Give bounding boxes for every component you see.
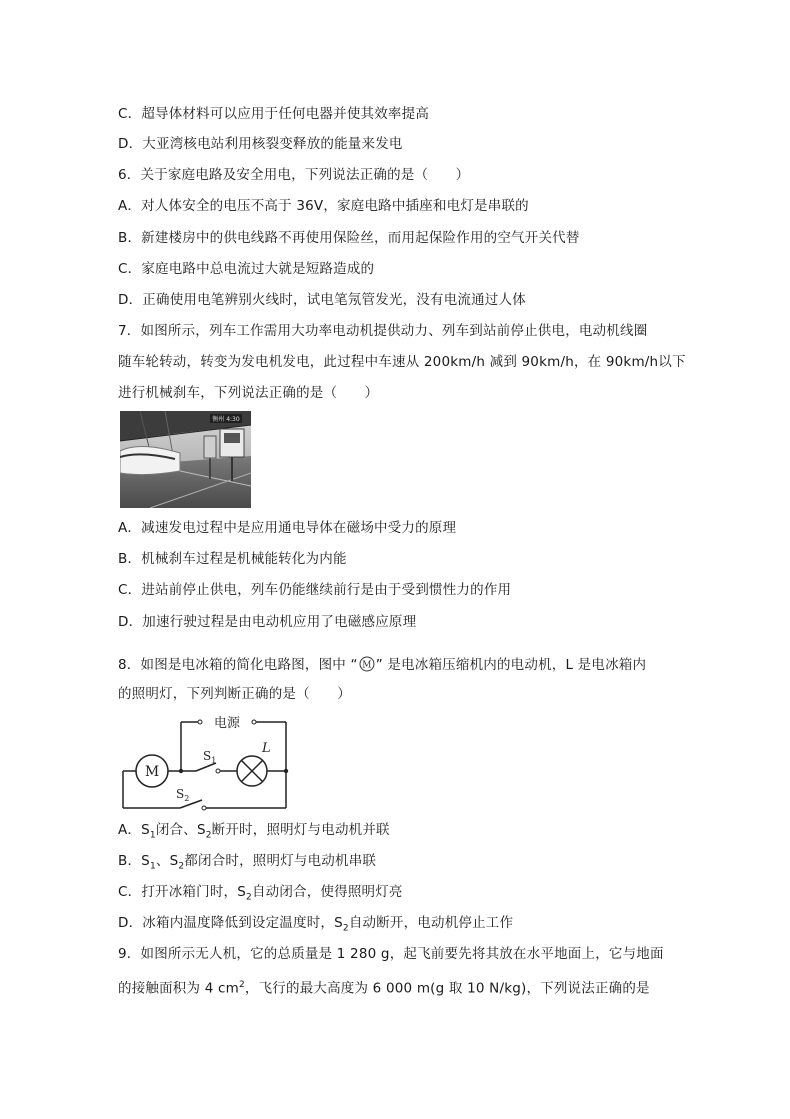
power-source-label: 电源 (213, 716, 241, 731)
option-c-q8: C．打开冰箱门时，$S_2$自动闭合，使得照明灯亮 (118, 884, 403, 903)
switch-s1-label: $S_1$ (203, 749, 217, 765)
question-9-line-2: 的接触面积为 4 $cm^2$，飞行的最大高度为 6 000 m(g 取 10 N/kg)，下列说法正确的是 (118, 980, 650, 997)
option-b-q6: B．新建楼房中的供电线路不再使用保险丝，而用起保险作用的空气开关代替 (118, 230, 580, 246)
train-photo (120, 411, 251, 508)
junction-right (284, 769, 288, 773)
question-7-line-1: 7．如图所示，列车工作需用大功率电动机提供动力、列车到站前停止供电，电动机线圈 (118, 323, 648, 339)
option-a-q6: A．对人体安全的电压不高于 36V，家庭电路中插座和电灯是串联的 (118, 198, 529, 214)
question-7-line-3: 进行机械刹车，下列说法正确的是（ ） (118, 385, 379, 401)
switch-s2-label: $S_2$ (176, 787, 190, 803)
option-a-q7: A．减速发电过程中是应用通电导体在磁场中受力的原理 (118, 520, 457, 536)
option-c-q6: C．家庭电路中总电流过大就是短路造成的 (118, 261, 375, 277)
question-6: 6．关于家庭电路及安全用电，下列说法正确的是（ ） (118, 167, 470, 183)
question-9-line-1: 9．如图所示无人机，它的总质量是 1 280 g，起飞前要先将其放在水平地面上，它与地面 (118, 946, 664, 962)
question-8-line-2: 的照明灯，下列判断正确的是（ ） (118, 686, 351, 702)
option-b-q7: B．机械刹车过程是机械能转化为内能 (118, 551, 347, 567)
option-d-q8: D．冰箱内温度降低到设定温度时，$S_2$自动断开，电动机停止工作 (118, 915, 514, 934)
lamp-label: L (262, 741, 271, 756)
train-photo-image (120, 411, 251, 508)
question-8-text-a: 8．如图是电冰箱的简化电路图，图中 “ (118, 657, 358, 673)
switch-s1-terminal (216, 769, 220, 773)
option-d-q5: D．大亚湾核电站利用核裂变释放的能量来发电 (118, 136, 403, 152)
circuit-svg (118, 712, 294, 812)
refrigerator-circuit-diagram (118, 712, 294, 812)
junction-left (179, 769, 183, 773)
option-d-q7: D．加速行驶过程是由电动机应用了电磁感应原理 (118, 614, 417, 630)
source-terminal-left (198, 720, 202, 724)
option-c-q5: C．超导体材料可以应用于任何电器并使其效率提高 (118, 106, 430, 122)
switch-s2-terminal (202, 806, 206, 810)
option-d-q6: D．正确使用电笔辨别火线时，试电笔氖管发光，没有电流通过人体 (118, 292, 526, 308)
option-a-q8: A．$S_1$闭合、$S_2$断开时，照明灯与电动机并联 (118, 822, 390, 841)
source-terminal-right (252, 720, 256, 724)
question-8-text-b: ” 是电冰箱压缩机内的电动机，L 是电冰箱内 (375, 657, 647, 673)
question-7-line-2: 随车轮转动，转变为发电机发电，此过程中车速从 200km/h 减到 90km/h，在 90km/h以下 (118, 354, 686, 370)
motor-symbol-icon (359, 656, 375, 672)
question-8-line-1 (118, 655, 646, 675)
option-b-q8: B．$S_1$、$S_2$都闭合时，照明灯与电动机串联 (118, 853, 377, 872)
option-c-q7: C．进站前停止供电，列车仍能继续前行是由于受到惯性力的作用 (118, 582, 512, 598)
inline-motor-letter: M (361, 660, 372, 671)
motor-label: M (144, 764, 160, 780)
station-sign-text: 衡州 4:30 (212, 416, 240, 423)
